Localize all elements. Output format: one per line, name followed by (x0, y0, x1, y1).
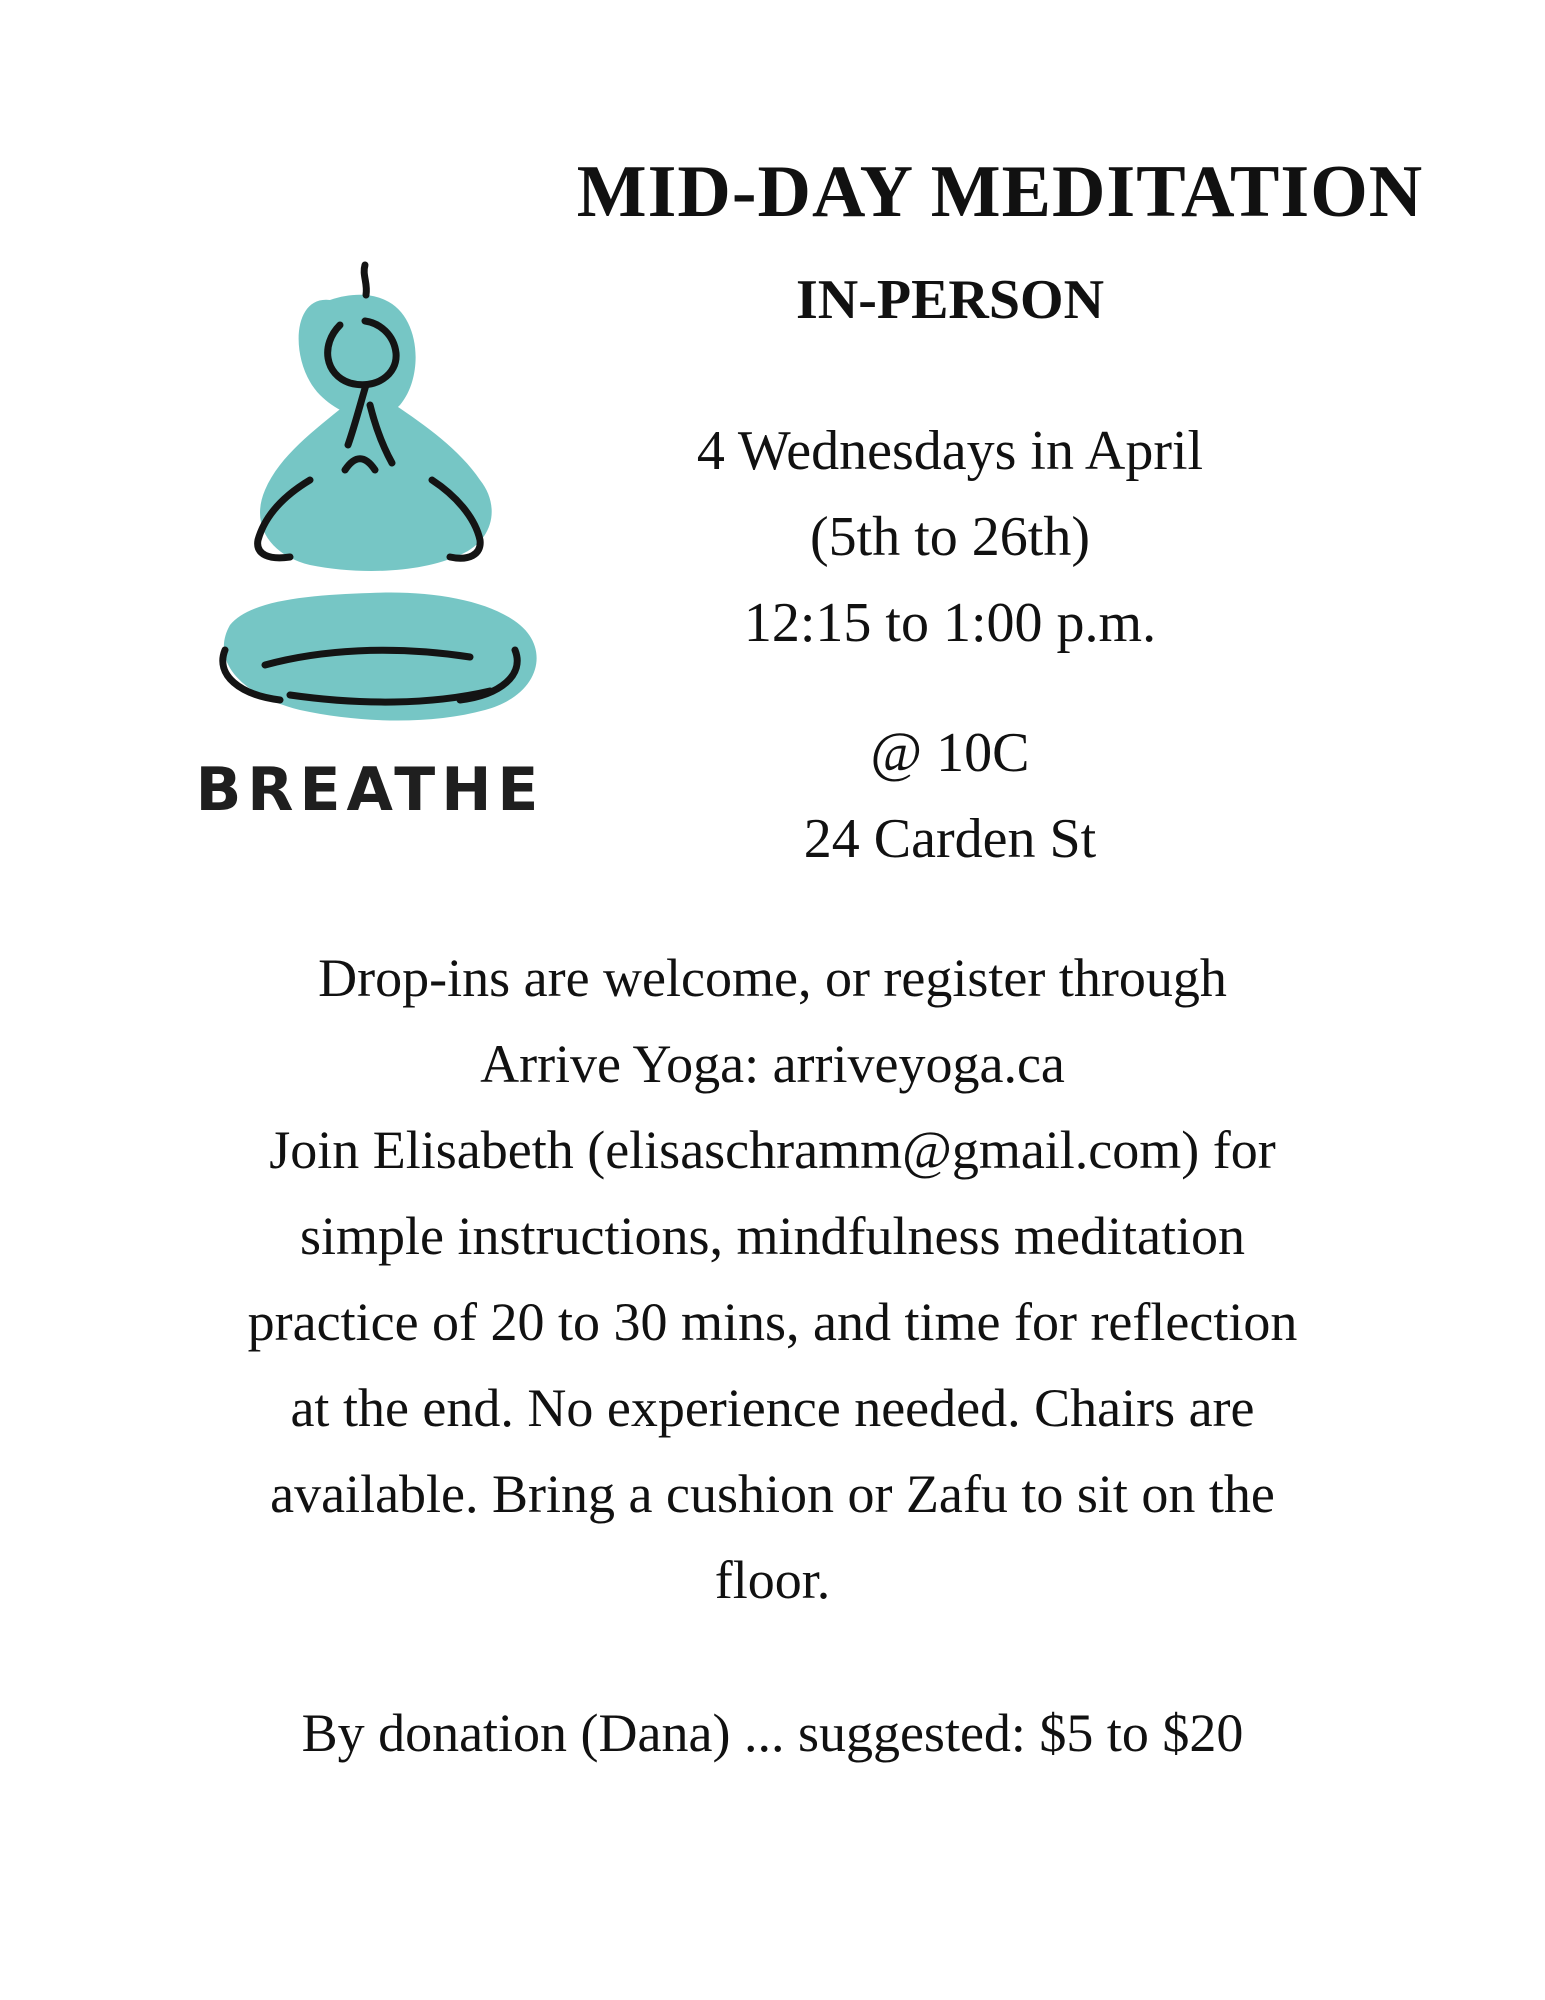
schedule-line: (5th to 26th) (810, 506, 1090, 568)
description-line: practice of 20 to 30 mins, and time for reflection (247, 1292, 1298, 1352)
description-block (150, 935, 1395, 1623)
meditating-figure-icon (170, 255, 570, 755)
breathe-logo (170, 255, 570, 855)
location-line: @ 10C (870, 722, 1030, 784)
description-line: Arrive Yoga: arriveyoga.ca (480, 1034, 1065, 1094)
description-line: simple instructions, mindfulness meditation (300, 1206, 1245, 1266)
page-subtitle: IN-PERSON (795, 269, 1105, 331)
location-block (700, 710, 1200, 882)
description-line: available. Bring a cushion or Zafu to sit on the (270, 1464, 1275, 1524)
description-line: Join Elisabeth (elisaschramm@gmail.com) for (269, 1120, 1276, 1180)
schedule-block (600, 408, 1300, 666)
description-line: floor. (714, 1550, 831, 1610)
logo-wordmark: BREATHE (195, 755, 545, 825)
location-line: 24 Carden St (803, 808, 1097, 870)
schedule-line: 12:15 to 1:00 p.m. (743, 592, 1157, 654)
schedule-line: 4 Wednesdays in April (696, 420, 1204, 482)
description-line: Drop-ins are welcome, or register through (318, 948, 1227, 1008)
donation-note: By donation (Dana) ... suggested: $5 to $20 (301, 1703, 1244, 1763)
page-title: MID-DAY MEDITATION (576, 151, 1424, 233)
description-line: at the end. No experience needed. Chairs are (290, 1378, 1255, 1438)
